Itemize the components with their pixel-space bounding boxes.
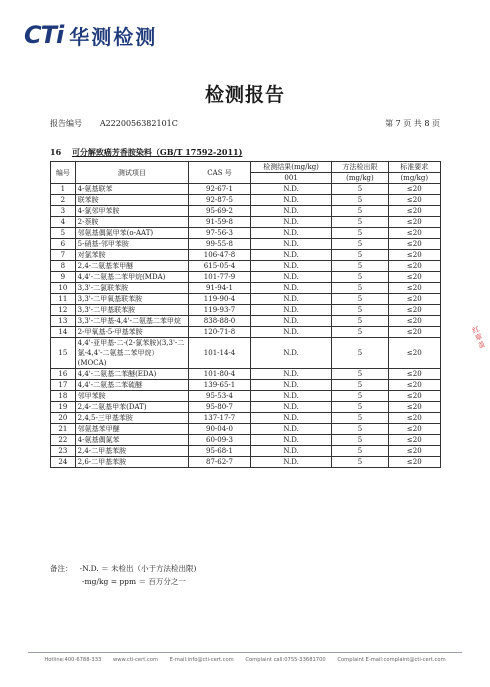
cell-cas: 87-62-7 (189, 457, 251, 468)
footer-website: www.cti-cert.com (112, 657, 158, 663)
table-row (51, 261, 441, 272)
cell-item: 3,3'-二氯联苯胺 (75, 283, 189, 294)
cell-cas: 137-17-7 (189, 413, 251, 424)
remarks-label: 备注： (50, 564, 73, 573)
col-header-no: 编号 (51, 162, 76, 184)
cell-result: N.D. (250, 446, 331, 457)
cell-no: 20 (51, 413, 76, 424)
cell-item: 4-氨基联苯 (75, 184, 189, 195)
footer-complaint-call: Complaint call:0755-33681700 (245, 657, 326, 663)
cell-no: 16 (51, 369, 76, 380)
cell-no: 14 (51, 327, 76, 338)
table-row (51, 294, 441, 305)
cell-requirement: ≤20 (388, 250, 440, 261)
cell-no: 5 (51, 228, 76, 239)
cell-requirement: ≤20 (388, 206, 440, 217)
cell-no: 6 (51, 239, 76, 250)
cell-no: 12 (51, 305, 76, 316)
col-header-cas: CAS 号 (189, 162, 251, 184)
cell-item: 联苯胺 (75, 195, 189, 206)
cell-no: 10 (51, 283, 76, 294)
cell-item: 2,4-二氨基甲苯(DAT) (75, 402, 189, 413)
cell-cas: 95-80-7 (189, 402, 251, 413)
cell-requirement: ≤20 (388, 446, 440, 457)
logo-chinese-name: 华测检测 (69, 24, 158, 49)
cell-no: 22 (51, 435, 76, 446)
results-table-body (51, 184, 441, 468)
cell-result: N.D. (250, 250, 331, 261)
cell-cas: 120-71-8 (189, 327, 251, 338)
cell-item: 2,6-二甲基苯胺 (75, 457, 189, 468)
red-seal-stamp: 红章盖 (470, 324, 487, 351)
cell-item: 4-氯邻甲苯胺 (75, 206, 189, 217)
cell-item: 2,4-二甲基苯胺 (75, 446, 189, 457)
cell-no: 4 (51, 217, 76, 228)
page-indicator: 第 7 页 共 8 页 (385, 119, 440, 128)
cell-cas: 139-65-1 (189, 380, 251, 391)
cell-no: 8 (51, 261, 76, 272)
cell-requirement: ≤20 (388, 435, 440, 446)
cell-result: N.D. (250, 228, 331, 239)
cell-result: N.D. (250, 402, 331, 413)
col-header-limit: 方法检出限 (332, 162, 388, 173)
col-header-requirement: 标准要求 (388, 162, 440, 173)
cell-item: 4,4'-二氨基二苯醚(EDA) (75, 369, 189, 380)
cell-result: N.D. (250, 184, 331, 195)
cell-cas: 119-93-7 (189, 305, 251, 316)
cell-cas: 92-87-5 (189, 195, 251, 206)
table-row (51, 250, 441, 261)
cell-result: N.D. (250, 272, 331, 283)
cell-requirement: ≤20 (388, 217, 440, 228)
cell-result: N.D. (250, 380, 331, 391)
cell-cas: 101-14-4 (189, 338, 251, 369)
table-row (51, 457, 441, 468)
cell-item: 邻氨基偶氮甲苯(o-AAT) (75, 228, 189, 239)
cell-requirement: ≤20 (388, 338, 440, 369)
cell-requirement: ≤20 (388, 228, 440, 239)
table-row (51, 228, 441, 239)
col-header-item: 测试项目 (75, 162, 189, 184)
cell-limit: 5 (332, 272, 388, 283)
table-row (51, 413, 441, 424)
cell-limit: 5 (332, 195, 388, 206)
table-row (51, 380, 441, 391)
report-number-label: 报告编号 (50, 119, 82, 128)
cell-item: 4,4'-二氨基二苯甲烷(MDA) (75, 272, 189, 283)
cell-no: 23 (51, 446, 76, 457)
cell-cas: 91-59-8 (189, 217, 251, 228)
cell-requirement: ≤20 (388, 327, 440, 338)
cell-item: 2,4-二氨基苯甲醚 (75, 261, 189, 272)
cell-limit: 5 (332, 239, 388, 250)
cell-limit: 5 (332, 413, 388, 424)
cell-requirement: ≤20 (388, 424, 440, 435)
remarks-line-1: -N.D. ＝ 未检出（小于方法检出限) (79, 564, 197, 573)
cell-cas: 95-68-1 (189, 446, 251, 457)
cell-limit: 5 (332, 184, 388, 195)
report-number-value: A2220056382101C (99, 119, 178, 128)
cell-requirement: ≤20 (388, 283, 440, 294)
cell-requirement: ≤20 (388, 261, 440, 272)
cell-item: 2-萘胺 (75, 217, 189, 228)
cell-item: 对氯苯胺 (75, 250, 189, 261)
cell-limit: 5 (332, 316, 388, 327)
cell-no: 11 (51, 294, 76, 305)
cell-item: 4,4'-二氨基二苯硫醚 (75, 380, 189, 391)
table-row (51, 327, 441, 338)
cell-requirement: ≤20 (388, 294, 440, 305)
table-row (51, 184, 441, 195)
cell-limit: 5 (332, 338, 388, 369)
cell-result: N.D. (250, 261, 331, 272)
cell-result: N.D. (250, 239, 331, 250)
cell-requirement: ≤20 (388, 402, 440, 413)
footer-contact (0, 657, 490, 663)
cell-requirement: ≤20 (388, 369, 440, 380)
cell-limit: 5 (332, 327, 388, 338)
cell-cas: 97-56-3 (189, 228, 251, 239)
cell-limit: 5 (332, 261, 388, 272)
report-title: 检测报告 (204, 84, 285, 106)
cell-no: 21 (51, 424, 76, 435)
cell-item: 4-氨基偶氮苯 (75, 435, 189, 446)
cell-limit: 5 (332, 380, 388, 391)
section-title: 可分解致癌芳香胺染料（GB/T 17592-2011) (71, 147, 243, 157)
cell-limit: 5 (332, 228, 388, 239)
cell-requirement: ≤20 (388, 305, 440, 316)
remarks (50, 562, 196, 588)
company-logo (24, 22, 157, 48)
cell-result: N.D. (250, 316, 331, 327)
cell-limit: 5 (332, 457, 388, 468)
cell-cas: 101-77-9 (189, 272, 251, 283)
report-number (50, 118, 178, 129)
cell-requirement: ≤20 (388, 380, 440, 391)
col-header-result: 检测结果(mg/kg) (250, 162, 331, 173)
remarks-line-2: -mg/kg = ppm ＝ 百万分之一 (82, 577, 186, 586)
footer-divider (28, 652, 462, 653)
cell-cas: 92-67-1 (189, 184, 251, 195)
table-row (51, 316, 441, 327)
cell-requirement: ≤20 (388, 413, 440, 424)
col-header-limit-unit: (mg/kg) (332, 173, 388, 184)
cell-cas: 95-53-4 (189, 391, 251, 402)
cell-no: 17 (51, 380, 76, 391)
cell-item: 4,4'-亚甲基-二-(2-氯苯胺)(3,3'-二氯-4,4'-二氨基二苯甲烷）(MOCA) (75, 338, 189, 369)
cell-result: N.D. (250, 413, 331, 424)
cell-cas: 101-80-4 (189, 369, 251, 380)
cell-no: 1 (51, 184, 76, 195)
cell-item: 邻氨基苯甲醚 (75, 424, 189, 435)
table-row (51, 239, 441, 250)
cell-no: 19 (51, 402, 76, 413)
cell-cas: 90-04-0 (189, 424, 251, 435)
cell-result: N.D. (250, 424, 331, 435)
col-header-sample: 001 (250, 173, 331, 184)
cell-cas: 91-94-1 (189, 283, 251, 294)
cell-limit: 5 (332, 294, 388, 305)
table-row (51, 217, 441, 228)
cell-item: 2,4,5-三甲基苯胺 (75, 413, 189, 424)
cell-no: 24 (51, 457, 76, 468)
cell-result: N.D. (250, 217, 331, 228)
logo-mark: CTi (24, 21, 64, 49)
cell-cas: 60-09-3 (189, 435, 251, 446)
results-table (50, 161, 441, 468)
cell-cas: 838-88-0 (189, 316, 251, 327)
cell-limit: 5 (332, 305, 388, 316)
cell-cas: 99-55-8 (189, 239, 251, 250)
table-row (51, 446, 441, 457)
cell-result: N.D. (250, 305, 331, 316)
table-row (51, 272, 441, 283)
cell-cas: 95-69-2 (189, 206, 251, 217)
cell-limit: 5 (332, 369, 388, 380)
table-row (51, 435, 441, 446)
cell-result: N.D. (250, 327, 331, 338)
table-row (51, 195, 441, 206)
cell-result: N.D. (250, 391, 331, 402)
table-row (51, 391, 441, 402)
cell-item: 3,3'-二甲基-4,4'-二氨基二苯甲烷 (75, 316, 189, 327)
cell-cas: 615-05-4 (189, 261, 251, 272)
cell-limit: 5 (332, 424, 388, 435)
cell-item: 3,3'-二甲基联苯胺 (75, 305, 189, 316)
cell-requirement: ≤20 (388, 184, 440, 195)
cell-requirement: ≤20 (388, 457, 440, 468)
cell-result: N.D. (250, 369, 331, 380)
col-header-requirement-unit: (mg/kg) (388, 173, 440, 184)
cell-result: N.D. (250, 457, 331, 468)
cell-limit: 5 (332, 250, 388, 261)
table-row (51, 338, 441, 369)
cell-limit: 5 (332, 206, 388, 217)
cell-result: N.D. (250, 338, 331, 369)
cell-limit: 5 (332, 217, 388, 228)
cell-no: 13 (51, 316, 76, 327)
cell-cas: 106-47-8 (189, 250, 251, 261)
table-row (51, 305, 441, 316)
footer-hotline: Hotline:400-6788-333 (44, 657, 102, 663)
cell-limit: 5 (332, 446, 388, 457)
footer-email: E-mail:info@cti-cert.com (169, 657, 234, 663)
table-row (51, 369, 441, 380)
footer-complaint-email: Complaint E-mail:complaint@cti-cert.com (337, 657, 446, 663)
section-heading (50, 147, 250, 158)
cell-cas: 119-90-4 (189, 294, 251, 305)
cell-no: 9 (51, 272, 76, 283)
section-number: 16 (50, 147, 62, 157)
cell-no: 15 (51, 338, 76, 369)
cell-result: N.D. (250, 206, 331, 217)
table-row (51, 402, 441, 413)
cell-result: N.D. (250, 283, 331, 294)
cell-item: 3,3'-二甲氧基联苯胺 (75, 294, 189, 305)
cell-result: N.D. (250, 435, 331, 446)
cell-requirement: ≤20 (388, 239, 440, 250)
table-row (51, 283, 441, 294)
cell-item: 2-甲氧基-5-甲基苯胺 (75, 327, 189, 338)
cell-requirement: ≤20 (388, 272, 440, 283)
cell-item: 5-硝基-邻甲苯胺 (75, 239, 189, 250)
cell-limit: 5 (332, 402, 388, 413)
cell-no: 18 (51, 391, 76, 402)
table-row (51, 206, 441, 217)
cell-item: 邻甲苯胺 (75, 391, 189, 402)
cell-result: N.D. (250, 294, 331, 305)
cell-requirement: ≤20 (388, 316, 440, 327)
cell-requirement: ≤20 (388, 391, 440, 402)
cell-no: 3 (51, 206, 76, 217)
cell-no: 2 (51, 195, 76, 206)
cell-limit: 5 (332, 391, 388, 402)
cell-requirement: ≤20 (388, 195, 440, 206)
cell-limit: 5 (332, 283, 388, 294)
cell-no: 7 (51, 250, 76, 261)
cell-limit: 5 (332, 435, 388, 446)
cell-result: N.D. (250, 195, 331, 206)
table-row (51, 424, 441, 435)
